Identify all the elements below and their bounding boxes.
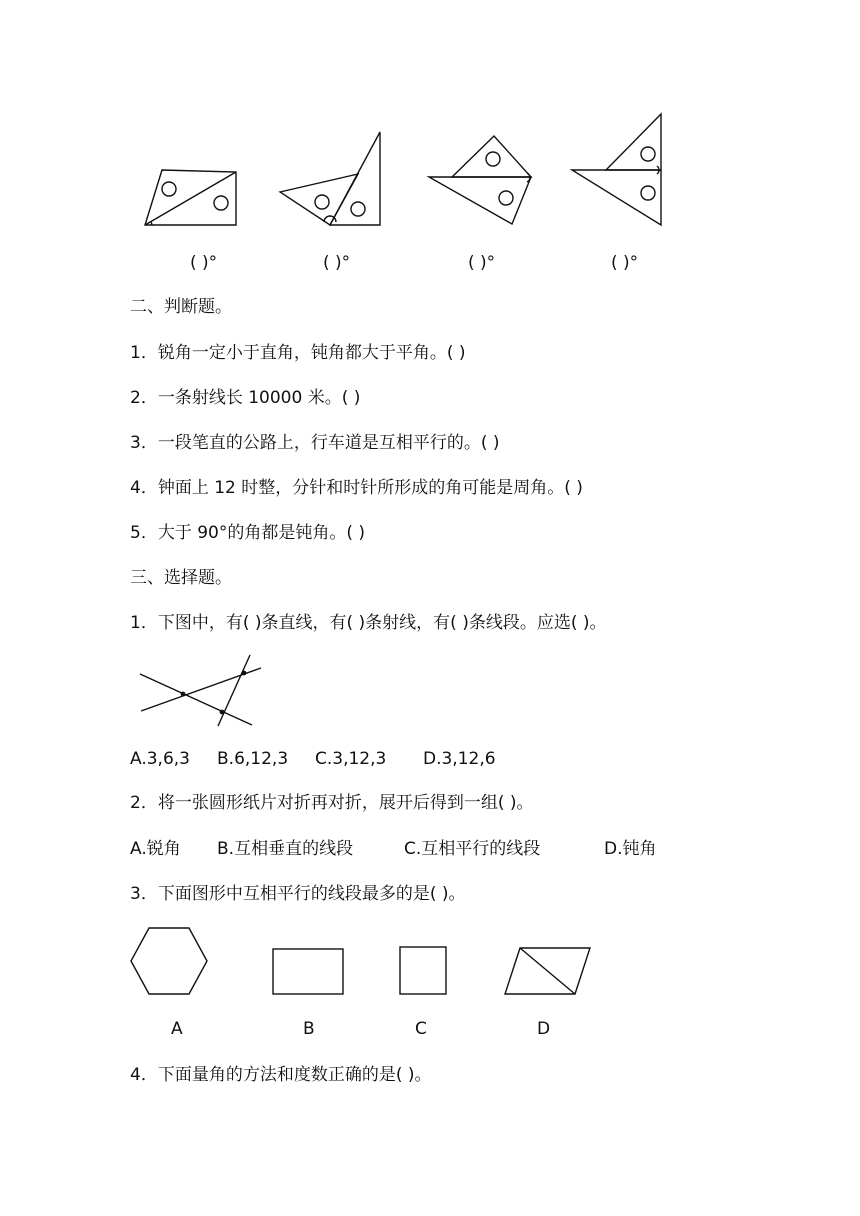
q2-option-b[interactable]: B.互相垂直的线段	[217, 839, 354, 859]
choice-question-1: 1．下图中，有( )条直线，有( )条射线，有( )条线段。应选( )。	[130, 613, 607, 633]
q1-option-a[interactable]: A.3,6,3	[130, 749, 190, 769]
judgement-item-3: 3．一段笔直的公路上，行车道是互相平行的。( )	[130, 433, 500, 453]
set-square-figure-4	[568, 110, 668, 230]
choice-question-3: 3．下面图形中互相平行的线段最多的是( )。	[130, 884, 466, 904]
q2-option-c[interactable]: C.互相平行的线段	[404, 839, 541, 859]
rectangle-shape	[271, 947, 345, 997]
shape-label-c: C	[415, 1019, 427, 1039]
q1-option-d[interactable]: D.3,12,6	[423, 749, 496, 769]
parallelogram-shape	[503, 945, 593, 997]
q2-option-a[interactable]: A.锐角	[130, 839, 181, 859]
square-shape	[398, 945, 450, 997]
set-square-figure-3	[424, 130, 539, 230]
angle-blank-3[interactable]: ( )°	[468, 253, 496, 273]
section-2-heading: 二、判断题。	[130, 297, 232, 317]
judgement-item-5: 5．大于 90°的角都是钝角。( )	[130, 523, 366, 543]
lines-figure	[138, 648, 264, 730]
q1-option-c[interactable]: C.3,12,3	[315, 749, 387, 769]
set-square-figure-1	[138, 160, 248, 232]
choice-question-4: 4．下面量角的方法和度数正确的是( )。	[130, 1065, 432, 1085]
shape-label-b: B	[303, 1019, 315, 1039]
hexagon-shape	[128, 924, 210, 998]
shape-label-d: D	[537, 1019, 551, 1039]
shape-label-a: A	[171, 1019, 183, 1039]
section-3-heading: 三、选择题。	[130, 568, 232, 588]
judgement-item-1: 1．锐角一定小于直角，钝角都大于平角。( )	[130, 343, 466, 363]
angle-blank-4[interactable]: ( )°	[611, 253, 639, 273]
angle-blank-1[interactable]: ( )°	[190, 253, 218, 273]
q1-option-b[interactable]: B.6,12,3	[217, 749, 289, 769]
set-square-figure-2	[272, 126, 387, 231]
choice-question-2: 2．将一张圆形纸片对折再对折，展开后得到一组( )。	[130, 793, 534, 813]
judgement-item-4: 4．钟面上 12 时整，分针和时针所形成的角可能是周角。( )	[130, 478, 583, 498]
judgement-item-2: 2．一条射线长 10000 米。( )	[130, 388, 361, 408]
angle-blank-2[interactable]: ( )°	[323, 253, 351, 273]
q2-option-d[interactable]: D.钝角	[604, 839, 657, 859]
